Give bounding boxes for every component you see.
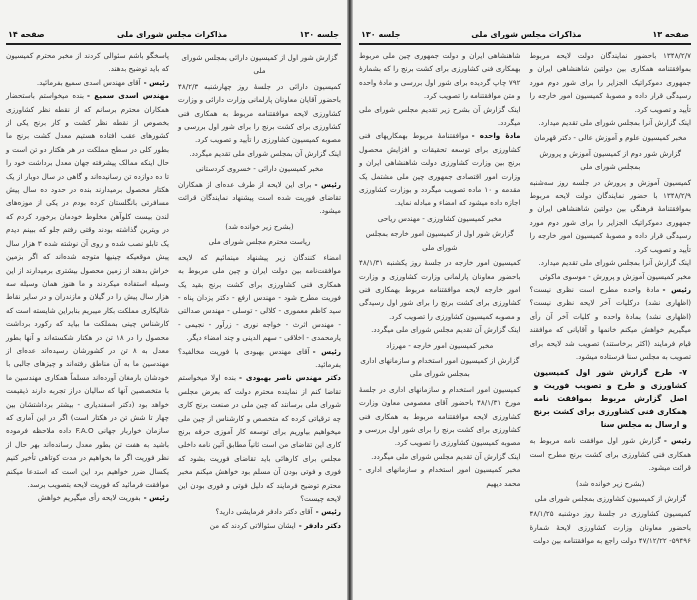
paragraph bbox=[178, 371, 341, 505]
paragraph-text: کمیسیون آموزش و پرورش در جلسه روز سه‌شنبه ۱۳۴۸/۲/۹ با حضور نمایندگان دولت لایحه مربوط بموافقتنامهٔ فرهنگی بین دولتین شاهنشاهی ایران و جمهوری دموکراتیک الجزایر را برای شور دوم مورد رسیدگی قرار داده و مصوبهٔ کمیسیون امور خارجه را تأیید و تصویب کرد. bbox=[529, 177, 691, 254]
text-column bbox=[178, 49, 341, 532]
paragraph-text: اینک گزارش آنرا بمجلس شورای ملی تقدیم میدارد. bbox=[538, 258, 691, 268]
paragraph-text: بفوریت لایحه رأی میگیریم خواهش bbox=[37, 493, 141, 503]
session-number: جلسه ۱۳۰ bbox=[299, 29, 339, 39]
speaker-label: دکتر دادفر - bbox=[298, 520, 341, 530]
paragraph-text: آقای مهندس اسدی سمیع بفرمائید. bbox=[36, 77, 141, 87]
paragraph bbox=[530, 434, 692, 474]
paragraph-text: ایشان سئوالاتی کردند که من bbox=[209, 520, 296, 530]
paragraph bbox=[178, 178, 341, 218]
paragraph-text: کمیسیون کشاورزی در جلسهٔ روز دوشنبه ۴۸/۱/۲۵ باحضور معاونان وزارت کشاورزی لایحهٔ شمارهٔ ۵۹۴۹۶- ۴۷/۱۲/۲۲ دولت راجع به موافقتنامه بین دولت bbox=[529, 509, 691, 546]
paragraph-text: اینک گزارش آن بمجلس شورای ملی تقدیم میگردد. bbox=[189, 148, 341, 158]
paragraph bbox=[530, 49, 692, 116]
paragraph-text: اینک گزارش آن بشرح زیر تقدیم مجلس شورای ملی میگردد. bbox=[359, 104, 521, 128]
paragraph-text: امضاء کنندگان زیر پیشنهاد مینمائیم که لایحه موافقت‌نامه بین دولت ایران و چین ملی مربوط به همکاری فنی کشاورزی برای کشت برنج بقید یک فوریت مطرح شود - مهندس ارفع - دکتر یزدان پناه - سید کاظم معموری - کلالی - توسلی - مهندس صدالتی - مهندس اثرث - خواجه نوری - زرآور - نجیمی - یارمحمدی - اخلاقی - سهم الدینی و چند امضاء دیگر. bbox=[178, 252, 341, 343]
centered-line bbox=[530, 492, 692, 505]
paragraph-text: برای این لایحه از طرف عده‌ای از همکاران تقاضای فوریت شده است پیشنهاد نمایندگان قرائت میشود. bbox=[178, 179, 341, 216]
speaker-label: مهندس اسدی سمیع - bbox=[87, 91, 169, 101]
text-column bbox=[530, 49, 692, 548]
page-header bbox=[361, 26, 689, 42]
paragraph bbox=[6, 491, 169, 504]
centered-line bbox=[359, 212, 521, 225]
paragraph bbox=[359, 256, 521, 323]
page-number: صفحه ۱۳ bbox=[652, 29, 689, 39]
paragraph-text: مخبر کمیسیون امور خارجه - مهرزاد bbox=[386, 340, 494, 350]
running-title: مذاکرات مجلس شورای ملی bbox=[471, 29, 582, 39]
speaker-label: رئیس - bbox=[314, 179, 341, 189]
centered-line bbox=[178, 162, 341, 175]
paragraph bbox=[359, 450, 521, 463]
session-number: جلسه ۱۳۰ bbox=[361, 29, 401, 39]
paragraph-text: آقای مهندس بهبودی با فوریت مخالفید؟ بفرمائید. bbox=[178, 346, 341, 369]
paragraph-text: اینک گزارش آن تقدیم مجلس شورای ملی میگردد. bbox=[371, 325, 521, 335]
paragraph bbox=[6, 76, 169, 89]
speaker-label: رئیس - bbox=[663, 436, 691, 446]
paragraph bbox=[530, 116, 692, 129]
paragraph bbox=[178, 345, 341, 372]
paragraph-text: گزارش شور اول موافقت نامه مربوط به همکاری فنی کشاورزی برای کشت برنج مطرح است قرائت میشود. bbox=[529, 436, 691, 473]
paragraph bbox=[530, 176, 692, 256]
paragraph-text: گزارش از کمیسیون امور استخدام و سازمانهای اداری بمجلس شورای ملی bbox=[360, 355, 520, 379]
centered-line bbox=[178, 220, 341, 233]
paragraph-text: مخبر کمیسیون امور استخدام و سازمانهای اداری - محمد دیهیم bbox=[359, 465, 521, 488]
centered-line bbox=[530, 477, 692, 490]
centered-line bbox=[359, 354, 521, 381]
right-page-13 bbox=[353, 0, 697, 600]
speaker-label: رئیس - bbox=[143, 77, 169, 87]
header-rule bbox=[6, 43, 341, 45]
paragraph-text: (بشرح زیر خوانده شد) bbox=[576, 478, 645, 488]
paragraph-text: پاسخگو باشم سئوالی کردند از مخبر محترم کمیسیون که باید توضیح بدهند. bbox=[6, 51, 169, 74]
paragraph bbox=[359, 49, 521, 103]
section-heading bbox=[534, 366, 688, 431]
centered-line bbox=[359, 339, 521, 352]
paragraph-text: مخبر کمیسیون آموزش و پرورش - موسوی ماکوئی bbox=[539, 271, 691, 281]
paragraph bbox=[359, 463, 521, 490]
page-number: صفحه ۱۴ bbox=[8, 29, 45, 39]
paragraph-text: بنده اولا میخواستم تقاضا کنم از نماینده محترم دولت که بعرض مجلس شورای ملی برسانند که چین ملی در صنعت برنج کاری چه ترقیاتی کرده که متخصص و کارشناس از چین ملی میخواهیم بیاوریم برای توسعه کار آموزی حرفه برنج کاری این تقاضای من است ثانیاً مطابق آئین نامه داخلی مجلس برای کارهائی باید تقاضای فوریت بشود که فوری و فوتی بودن آن مسلم بود خواهش میکنم مخبر محترم توضیح فرمایند که دلیل فوتی و فوری بودن این لایحه چیست؟ bbox=[178, 373, 341, 503]
paragraph-text: ۷- طرح گزارش شور اول کمیسیون کشاورزی و طرح و تصویب فوریت و اصل گزارش مربوط بموافقت نامه همکاری فنی کشاورزی برای کشت برنج و ارسال به مجلس سنا bbox=[533, 368, 687, 430]
paragraph-text: (بشرح زیر خوانده شد) bbox=[225, 221, 294, 231]
paragraph bbox=[6, 49, 169, 76]
paragraph-text: اینک گزارش آن تقدیم مجلس شورای ملی میگردد. bbox=[371, 451, 521, 461]
page-header bbox=[8, 26, 339, 42]
header-rule bbox=[359, 43, 691, 45]
paragraph bbox=[178, 80, 341, 147]
left-page-14 bbox=[0, 0, 347, 600]
paragraph bbox=[530, 270, 692, 283]
centered-line bbox=[178, 51, 341, 78]
text-column bbox=[6, 49, 169, 532]
text-column bbox=[359, 49, 521, 548]
paragraph bbox=[359, 103, 521, 130]
text-columns bbox=[359, 49, 691, 548]
paragraph-text: ریاست محترم مجلس شورای ملی bbox=[208, 237, 311, 247]
paragraph bbox=[359, 129, 521, 209]
paragraph bbox=[359, 383, 521, 450]
centered-line bbox=[178, 235, 341, 248]
paragraph bbox=[530, 507, 692, 547]
speaker-label: رئیس - bbox=[143, 493, 169, 503]
paragraph-text: گزارش از کمیسیون کشاورزی بمجلس شورای ملی bbox=[534, 493, 687, 503]
centered-line bbox=[530, 131, 692, 144]
paragraph-text: کمیسیون امور خارجه در جلسهٔ روز یکشنبه ۴۸/۱/۳۱ باحضور معاونان پارلمانی وزارت کشاورزی و وزارت امور خارجه لایحه موافقتنامه مربوط بهمکاری فنی کشاورزی برای کشت برنج را برای شور اول رسیدگی و مصوبه کمیسیون کشاورزی را تصویب کرد. bbox=[359, 258, 521, 321]
speaker-label: مادهٔ واحده - bbox=[471, 131, 521, 141]
paragraph-text: موافقتنامهٔ مربوط بهمکاریهای فنی کشاورزی برای توسعه تحقیقات و افزایش محصول برنج بین وزارت کشاورزی دولت شاهنشاهی ایران و وزارت امور اقتصادی جمهوری چین ملی مشتمل یک مقدمه و ۱۰ ماده تصویب میگردد و بوزارت کشاورزی اجازه داده میشود که امضاء و مبادله نماید. bbox=[359, 131, 521, 208]
centered-line bbox=[359, 227, 521, 254]
paragraph-text: مخبر کمیسیون علوم و آموزش عالی - دکتر قهرمان bbox=[534, 133, 687, 143]
paragraph-text: بنده میخواستم باستحضار همکاران محترم برسانم که از نقطه نظر کشاورزی بخصوص از نقطه نظر کشت و کار برنج یکی از کشورهای عقب افتاده هستیم معدل کشت برنج ما بطور کلی در سطح مملکت در هر هکتار دو تن است و حال اینکه ممالک پیشرفته جهان معدل برداشت خود را تا ده دوازده تن رسانیده‌اند و گاهی در سال دوبار از یک هکتار محصول برمیدارند بنده در حدود ده سال پیش مسافرتی بانگلستان کرده بودم در یکی از موزه‌های لندن بیست کلوآهن مخلوط خودمان برخورد کردم که در ویترین گذاشته بودند وقتی رفتم جلو که ببینم دیدم یک تابلو نصب شده و روی آن نوشته شده ۳ هزار سال پیش موقعیکه چینیها متوجه شده‌اند که اگر بزمین خراش بدهند از زمین محصول بیشتری برمیدارند از این وسیله استفاده میکردند و ما هنوز همان وسیله سه هزار سال پیش را در گیلان و مازندران و در سایر نقاط شالیکاری مملکت بکار میبریم بنابراین شایسته است که کارشناس چینی بمملکت ما بیاید که رکورد برداشت محصول را در ۱۸ تن در هکتار شکسته‌اند و آنها بطور معدل به ۸ تن در کشورشان رسیده‌اند عده‌ای از مهندسین ما به آن مناطق رفته‌اند و چیزهای جالبی با خودشان بارمغان آورده‌اند مسلماً همکاری مهندسین ما با متخصصین آنها که سالیان دراز تجربه دارند ذیقیمت خواهد بود (دکتر اسفندیاری - بیشتر برداشتشان بین چهار تا شش تن در هکتار است) اگر در این آماری که سازمان خواربار جهانی F.A.O داده ملاحظه فرموده باشید به هفت تن بطور معدل رسانده‌اند بهر حال از نظر فوریت اگر ما بخواهیم در مدت کوتاهی تأخیر کنیم یکسال ضرر خواهیم برد این است که استدعا میکنم موافقت فرمائید که فوریت لایحه بتصویب برسد. bbox=[6, 91, 170, 489]
speaker-label: دکتر مهندس ناصر بهبودی - bbox=[238, 373, 341, 383]
paragraph-text: گزارش شور دوم از کمیسیون آموزش و پرورش بمجلس شورای ملی bbox=[539, 148, 682, 172]
paragraph bbox=[178, 251, 341, 345]
paragraph bbox=[178, 505, 341, 518]
paragraph-text: گزارش شور اول از کمیسیون دارائی بمجلس شورای ملی bbox=[181, 53, 338, 76]
paragraph-text: گزارش شور اول از کمیسیون امور خارجه بمجلس شورای ملی bbox=[365, 229, 514, 252]
paragraph-text: مخبر کمیسیون دارائی - خسروی کردستانی bbox=[195, 164, 324, 174]
paragraph-text: شاهنشاهی ایران و دولت جمهوری چین ملی مربوط بهمکاری فنی کشاورزی برای کشت برنج را که بشمارهٔ ۷۹۲ چاپ گردیده برای شور اول بررسی و مادهٔ واحده و متن موافقتنامه را تصویب کرد. bbox=[359, 51, 521, 101]
paragraph-text: کمیسیون امور استخدام و سازمانهای اداری در جلسهٔ مورخ ۴۸/۱/۳۱ باحضور آقای معصومی معاون وزارت کشاورزی لایحه موافقتنامه مربوط به همکاری فنی کشاورزی برای کشت برنج را برای شور اول بررسی و مصوبه کمیسیون کشاورزی را تصویب کرد. bbox=[359, 384, 521, 448]
paragraph bbox=[530, 283, 692, 363]
speaker-label: رئیس - bbox=[312, 346, 342, 356]
paragraph-text: کمیسیون دارائی در جلسهٔ روز چهارشنبه ۴۸/۲/۳ باحضور آقایان معاونان پارلمانی وزارت دارائی و وزارت کشاورزی لایحه موافقتنامه مربوط به همکاری فنی کشاورزی برای کشت برنج را برای شور اول بررسی و مصوبه کمیسیون کشاورزی را تأیید و تصویب کرد. bbox=[178, 81, 341, 145]
speaker-label: رئیس - bbox=[315, 507, 341, 517]
paragraph-text: مادهٔ واحده مطرح است نظری نیست؟ (اظهاری نشد) درکلیات آخر لایحه نظری نیست؟ (اظهاری نشد) بمادهٔ واحده و کلیات آخر آن رأی میگیریم خواهش میکنم خانمها و آقایانی که موافقند قیام فرمایند (اکثر برخاستند) تصویب شد لایحه برای تصویب به مجلس سنا فرستاده میشود. bbox=[529, 284, 691, 361]
text-columns bbox=[6, 49, 341, 532]
paragraph-text: مخبر کمیسیون کشاورزی - مهندس ریاحی bbox=[377, 213, 502, 223]
paragraph bbox=[359, 323, 521, 336]
speaker-label: رئیس - bbox=[662, 284, 692, 294]
paragraph-text: اینک گزارش آنرا بمجلس شورای ملی تقدیم میدارد. bbox=[538, 118, 691, 128]
paragraph bbox=[178, 519, 341, 532]
paragraph-text: آقای دکتر دادفر فرمایشی دارید؟ bbox=[215, 507, 313, 517]
paragraph-text: ۱۳۴۸/۲/۷ باحضور نمایندگان دولت لایحه مربوط بموافقتنامه همکاری بین دولتین شاهنشاهی ایران و جمهوری دموکراتیک الجزایر را برای شور دوم مورد رسیدگی قرار داده و مصوبهٔ کمیسیون امور خارجه را تأیید و تصویب کرد. bbox=[529, 51, 691, 114]
paragraph bbox=[6, 89, 169, 491]
paragraph bbox=[530, 256, 692, 269]
centered-line bbox=[530, 147, 692, 174]
running-title: مذاکرات مجلس شورای ملی bbox=[116, 29, 228, 39]
paragraph bbox=[178, 147, 341, 160]
